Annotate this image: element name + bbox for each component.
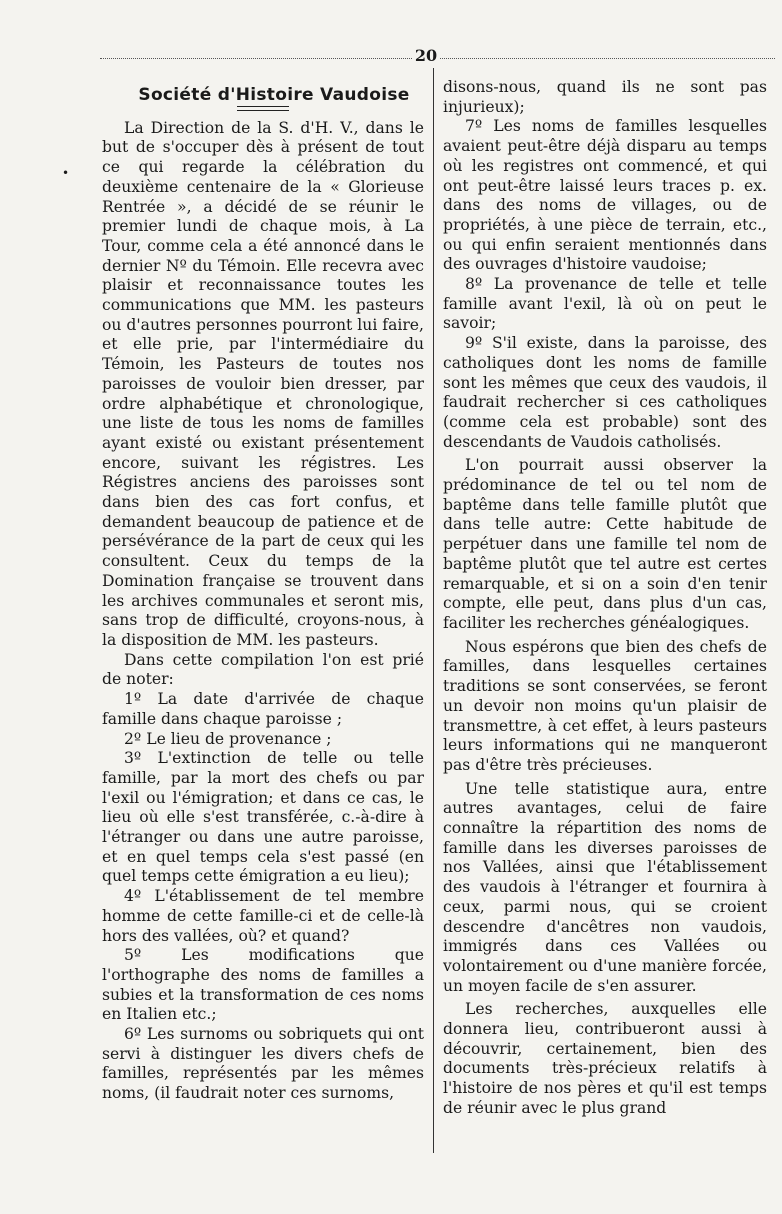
paragraph: Les recherches, auxquelles elle donnera lieu, contribueront aussi à découvrir, certainement, bien des documents très-précieux relatifs à l'histoire de nos pères et qu'il est temps de réunir avec le plus grand xyxy=(443,1000,767,1117)
margin-mark: • xyxy=(62,166,70,180)
list-item: 2º Le lieu de provenance ; xyxy=(124,729,332,748)
paragraph: Dans cette compilation l'on est prié de noter: xyxy=(102,650,424,689)
list-item: 6º Les surnoms ou sobriquets qui ont servi à distinguer les divers chefs de familles, représentés par les mêmes noms, (il faudrait noter ces surnoms, xyxy=(102,1025,424,1103)
page-number: 20 xyxy=(414,46,438,65)
article-title: Société d'Histoire Vaudoise xyxy=(138,85,410,105)
list-item: 1º La date d'arrivée de chaque famille dans chaque paroisse ; xyxy=(102,690,424,728)
column-divider xyxy=(433,68,434,1153)
list-item: 8º La provenance de telle et telle famille avant l'exil, là où on peut le savoir; xyxy=(443,275,767,333)
list-item: 5º Les modifications que l'orthographe des noms de familles a subies et la transformation de ces noms en Italien etc.; xyxy=(102,946,424,1024)
list-item: 9º S'il existe, dans la paroisse, des catholiques dont les noms de famille sont les mêmes que ceux des vaudois, il faudrait rechercher si ces catholiques (comme cela est probable) sont des descendants de Vaudois catholisés. xyxy=(443,334,767,451)
header-rule-left xyxy=(100,58,412,59)
title-ornament xyxy=(237,106,289,111)
paragraph-continuation: disons-nous, quand ils ne sont pas injurieux); xyxy=(443,78,767,116)
list-item: 3º L'extinction de telle ou telle famille, par la mort des chefs ou par l'exil ou l'émigration; et dans ce cas, le lieu où elle s'est transférée, c.-à-dire à l'étranger ou dans une autre paroisse, et en quel temps cela s'est passé (en quel temps cette émigration a eu lieu); xyxy=(102,749,424,886)
paragraph: Une telle statistique aura, entre autres avantages, celui de faire connaître la répartition des noms de famille dans les diverses paroisses de nos Vallées, ainsi que l'établissement des vaudois à l'étranger et fournira à ceux, parmi nous, qui se croient descendre d'ancêtres non vaudois, immigrés dans ces Vallées ou volontairement ou d'une manière forcée, un moyen facile de s'en assurer. xyxy=(443,779,767,995)
list-item: 4º L'établissement de tel membre homme de cette famille-ci et de celle-là hors des vallées, où? et quand? xyxy=(102,887,424,945)
left-column xyxy=(102,86,424,1104)
list-item: 7º Les noms de familles lesquelles avaient peut-être déjà disparu au temps où les registres ont commencé, et qui ont peut-être laissé leurs traces p. ex. dans des noms de villages, ou de propriétés, à une pièce de terrain, etc., ou qui enfin seraient mentionnés dans des ouvrages d'histoire vaudoise; xyxy=(443,117,767,274)
right-column xyxy=(443,78,767,1119)
paragraph: La Direction de la S. d'H. V., dans le but de s'occuper dès à présent de tout ce qui regarde la célébration du deuxième centenaire de la « Glorieuse Rentrée », a décidé de se réunir le premier lundi de chaque mois, à La Tour, comme cela a été annoncé dans le dernier Nº du Témoin. Elle recevra avec plaisir et reconnaissance toutes les communications que MM. les pasteurs ou d'autres personnes pourront lui faire, et elle prie, par l'intermédiaire du Témoin, les Pasteurs de toutes nos paroisses de vouloir bien dresser, par ordre alphabétique et chronologique, une liste de tous les noms de familles ayant existé ou existant présentement encore, suivant les régistres. Les Régistres anciens des paroisses sont dans bien des cas fort confus, et demandent beaucoup de patience et de persévérance de la part de ceux qui les consultent. Ceux du temps de la Domination française se trouvent dans les archives communales et seront mis, sans trop de difficulté, croyons-nous, à la disposition de MM. les pasteurs. xyxy=(102,118,424,649)
paragraph: L'on pourrait aussi observer la prédominance de tel ou tel nom de baptême dans telle famille plutôt que dans telle autre: Cette habitude de perpétuer dans une famille tel nom de baptême plutôt que tel autre est certes remarquable, et si on a soin d'en tenir compte, elle peut, dans plus d'un cas, faciliter les recherches généalogiques. xyxy=(443,456,767,632)
header-rule-right xyxy=(440,58,775,59)
paragraph: Nous espérons que bien des chefs de familles, dans lesquelles certaines traditions se sont conservées, se feront un devoir non moins qu'un plaisir de transmettre, à cet effet, à leurs pasteurs leurs informations qui ne manqueront pas d'être très précieuses. xyxy=(443,637,767,774)
